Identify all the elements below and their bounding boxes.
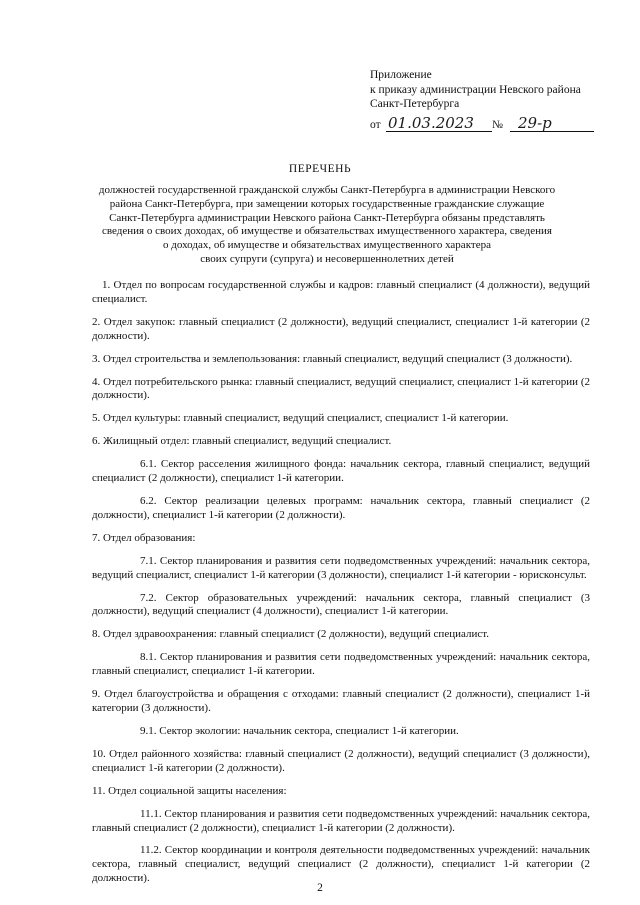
list-item: 4. Отдел потребительского рынка: главный специалист, ведущий специалист, специалист 1-й категории (2 должности). — [92, 375, 590, 402]
positions-list — [92, 279, 590, 895]
list-subitem: 9.1. Сектор экологии: начальник сектора, специалист 1-й категории. — [140, 724, 459, 737]
intro-text — [92, 184, 562, 267]
list-subitem: 11.1. Сектор планирования и развития сети подведомственных учреждений: начальник сектора, главный специалист (2 должности), специалист 1-й категории (2 должности). — [92, 807, 590, 834]
appendix-header — [370, 68, 620, 112]
number-value: 29-р — [518, 114, 552, 132]
list-subitem: 7.1. Сектор планирования и развития сети подведомственных учреждений: начальник сектора, ведущий специалист, специалист 1-й категории (3 должности), специалист 1-й категории - юрисконсульт. — [92, 554, 590, 581]
list-item: 5. Отдел культуры: главный специалист, ведущий специалист, специалист 1-й категории. — [92, 412, 509, 425]
page-number: 2 — [317, 882, 323, 894]
list-item: 2. Отдел закупок: главный специалист (2 должности), ведущий специалист, специалист 1-й категории (2 должности). — [92, 315, 590, 342]
list-item: 10. Отдел районного хозяйства: главный специалист (2 должности), ведущий специалист (3 должности), специалист 1-й категории (2 должности). — [92, 747, 590, 774]
intro-line: о доходах, об имуществе и обязательствах имущественного характера — [163, 239, 491, 252]
list-subitem: 7.2. Сектор образовательных учреждений: начальник сектора, главный специалист (3 должности), ведущий специалист (4 должности), специалист 1-й категории. — [92, 591, 590, 618]
intro-line: района Санкт-Петербурга, при замещении которых государственные гражданские служащие — [109, 197, 545, 210]
intro-line: сведения о своих доходах, об имуществе и обязательствах имущественного характера, сведения — [102, 225, 552, 238]
list-subitem: 8.1. Сектор планирования и развития сети подведомственных учреждений: начальник сектора, главный специалист, специалист 1-й категории. — [92, 651, 590, 678]
intro-line: Санкт-Петербурга администрации Невского района Санкт-Петербурга обязаны представлять — [109, 211, 545, 224]
intro-line: должностей государственной гражданской службы Санкт-Петербурга в администрации Невского — [98, 184, 556, 196]
appendix-line-2: к приказу администрации Невского района — [370, 83, 581, 96]
list-subitem: 6.1. Сектор расселения жилищного фонда: начальник сектора, главный специалист, ведущий специалист (2 должности), специалист 1-й категории. — [92, 458, 590, 485]
list-item: 11. Отдел социальной защиты населения: — [92, 784, 287, 797]
date-value: 01.03.2023 — [388, 114, 474, 132]
number-prefix: № — [492, 119, 503, 131]
list-item: 1. Отдел по вопросам государственной службы и кадров: главный специалист (4 должности), ведущий специалист. — [92, 279, 590, 305]
list-item: 9. Отдел благоустройства и обращения с отходами: главный специалист (2 должности), специалист 1-й категории (3 должности). — [92, 688, 590, 714]
document-title: ПЕРЕЧЕНЬ — [288, 163, 352, 175]
date-underline — [386, 131, 492, 132]
list-item: 3. Отдел строительства и землепользования: главный специалист, ведущий специалист (3 должности). — [92, 352, 573, 365]
list-item: 8. Отдел здравоохранения: главный специалист (2 должности), ведущий специалист. — [92, 628, 489, 641]
list-item: 6. Жилищный отдел: главный специалист, ведущий специалист. — [92, 435, 392, 448]
number-underline — [510, 131, 594, 132]
list-subitem: 6.2. Сектор реализации целевых программ: начальник сектора, главный специалист (2 должности), специалист 1-й категории (2 должности). — [92, 495, 590, 521]
intro-line: своих супруги (супруга) и несовершеннолетних детей — [200, 252, 454, 265]
list-item: 7. Отдел образования: — [92, 531, 196, 544]
order-date-number — [370, 116, 620, 136]
list-subitem: 11.2. Сектор координации и контроля деятельности подведомственных учреждений: начальник сектора, главный специалист, ведущий специалист (2 должности), специалист 1-й категории (2 должности). — [92, 844, 590, 885]
appendix-line-1: Приложение — [370, 69, 432, 81]
date-prefix: от — [370, 119, 381, 131]
appendix-line-3: Санкт-Петербурга — [370, 98, 460, 110]
